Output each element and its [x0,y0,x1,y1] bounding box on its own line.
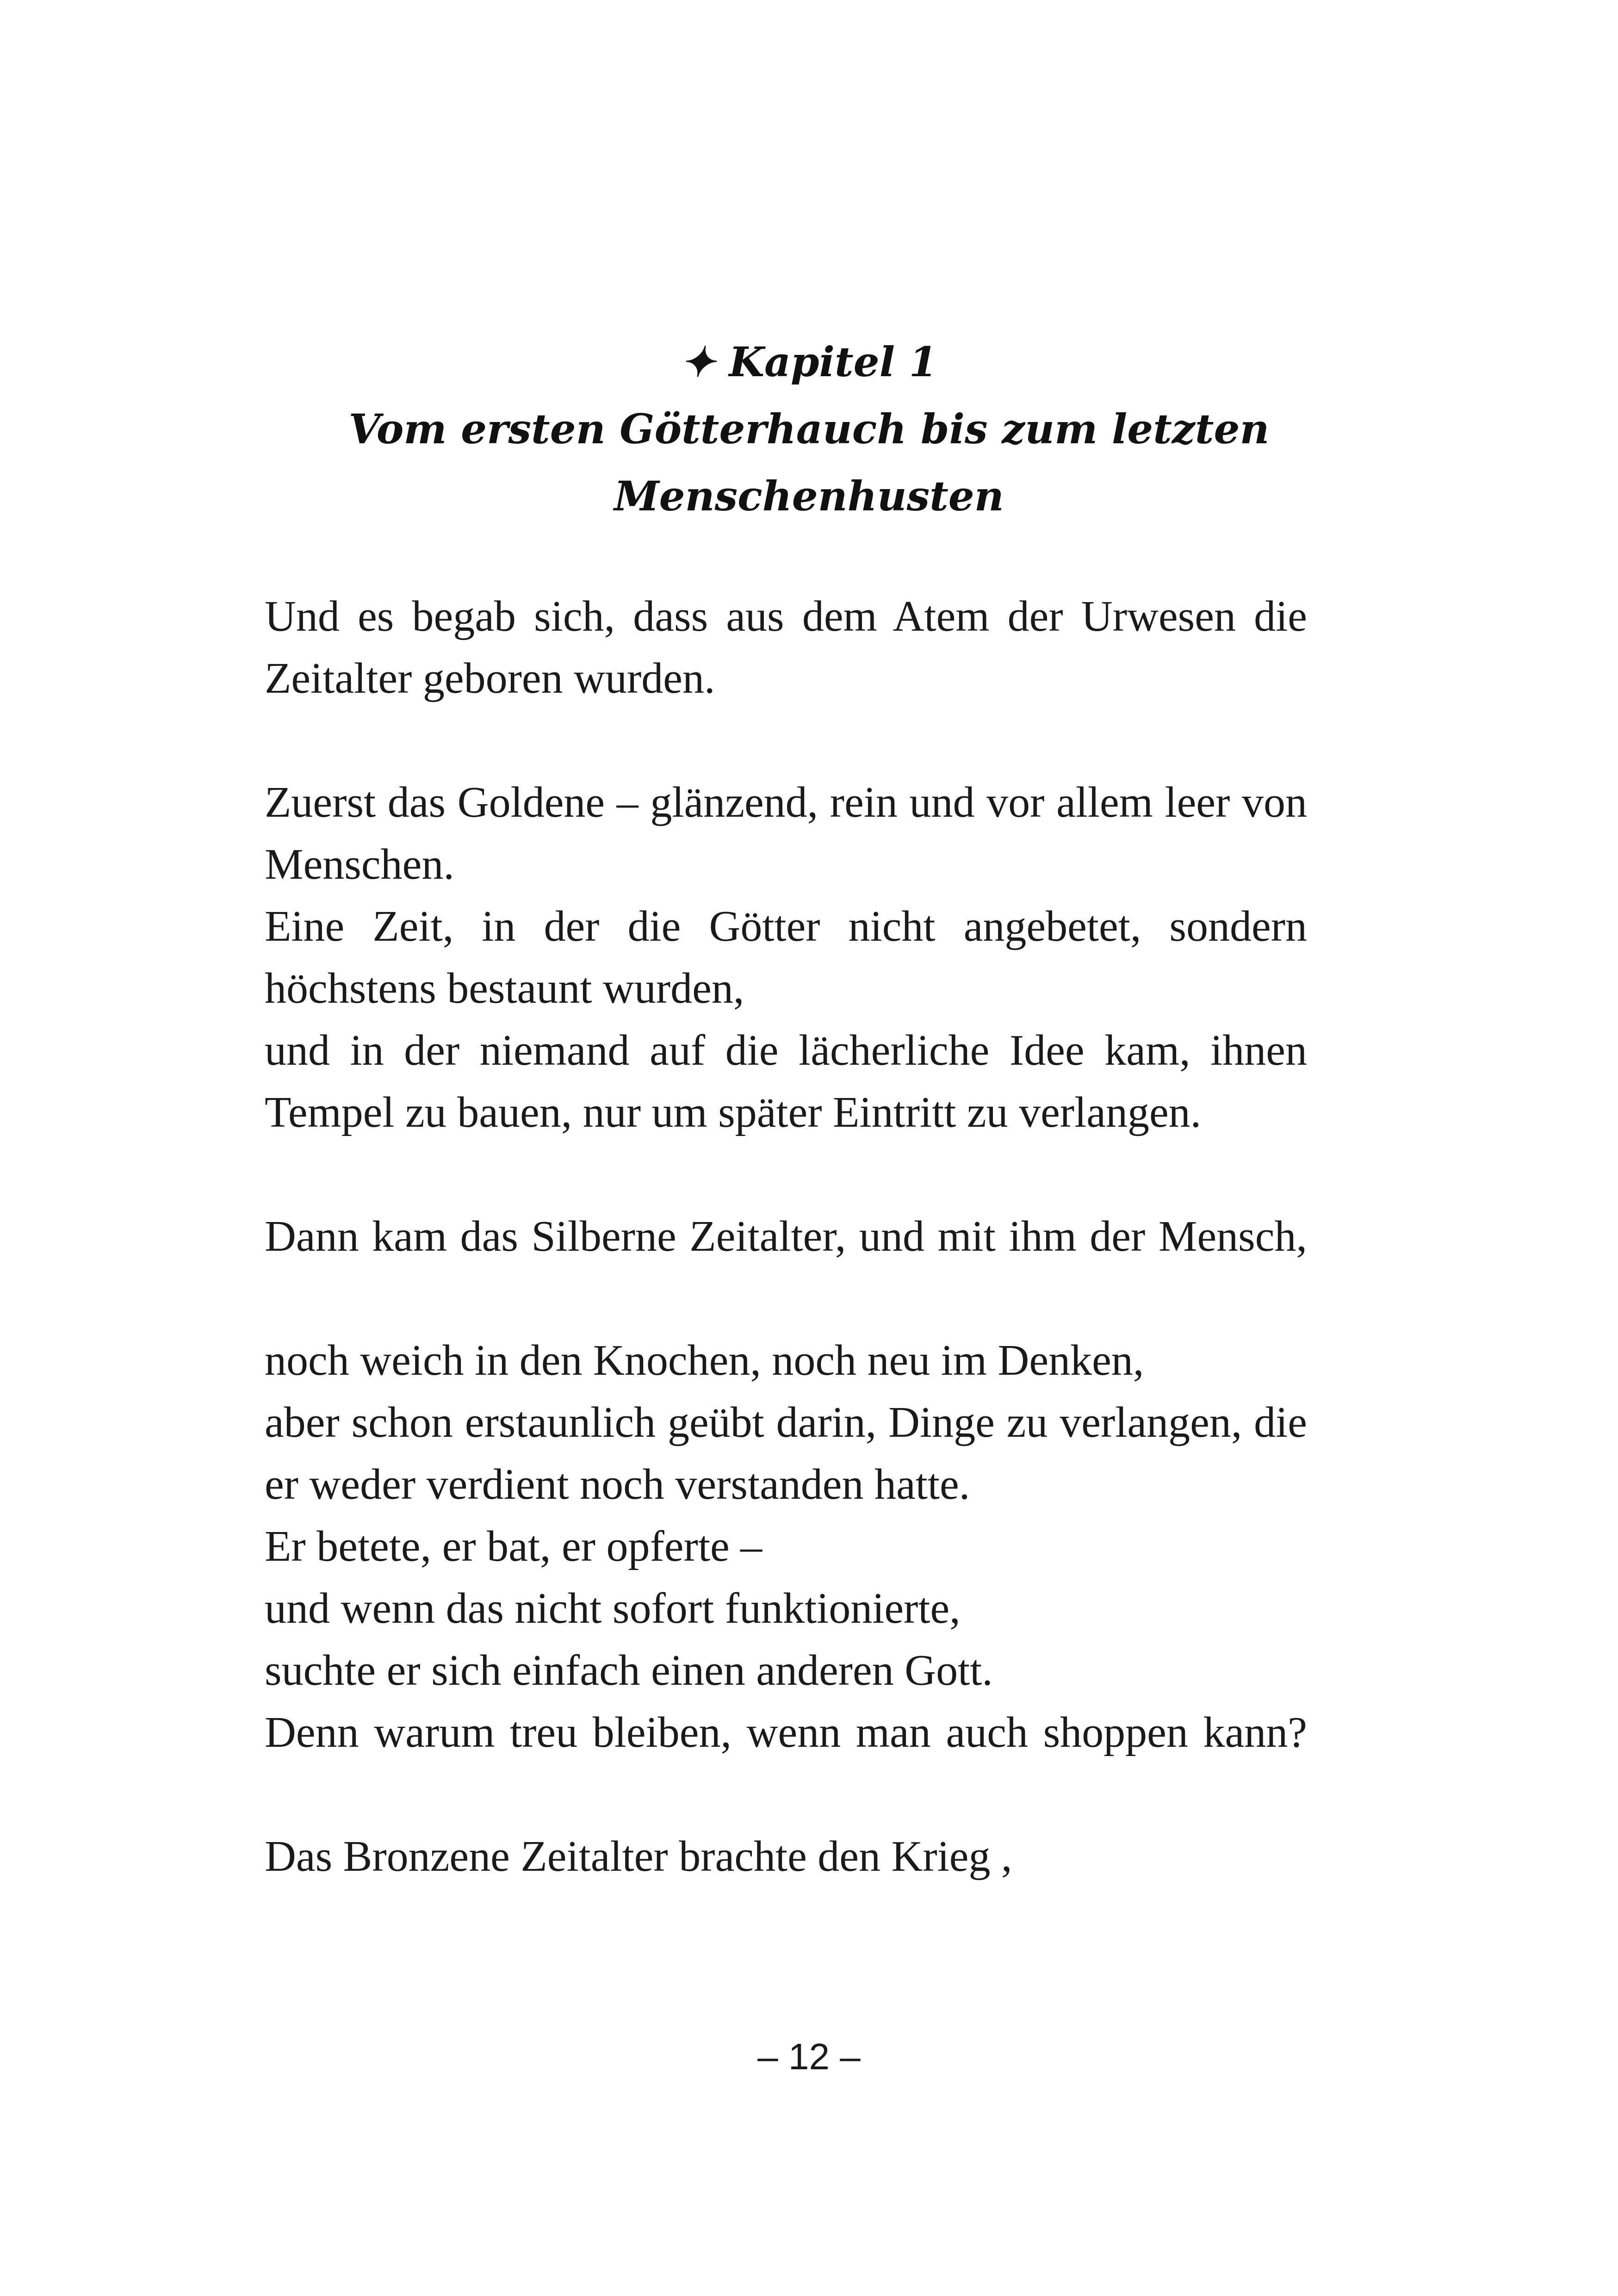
text-line: suchte er sich einfach einen anderen Gott. [265,1646,993,1694]
text-line: Tempel zu bauen, nur um später Eintritt zu verlangen. [265,1088,1202,1136]
text-line: Denn warum treu bleiben, wenn man auch shoppen kann? [265,1708,1307,1756]
chapter-label: ✦ Kapitel 1 [681,338,937,386]
text-line: und in der niemand auf die lächerliche Idee kam, ihnen [265,1026,1307,1074]
paragraph-gap [265,709,1307,771]
text-line: höchstens bestaunt wurden, [265,964,744,1012]
page-number: – 12 – [757,2036,861,2077]
text-line: Menschen. [265,840,454,888]
text-line: Das Bronzene Zeitalter brachte den Krieg , [265,1832,1012,1880]
text-line: Zeitalter geboren wurden. [265,654,715,702]
text-line: Dann kam das Silberne Zeitalter, und mit ihm der Mensch, [265,1212,1307,1260]
body-text [265,585,1307,1887]
paragraph-gap [265,1267,1307,1329]
text-line: Eine Zeit, in der die Götter nicht angebetet, sondern [265,902,1307,950]
text-line: aber schon erstaunlich geübt darin, Dinge zu verlangen, die [265,1398,1307,1446]
chapter-title-line-2: Menschenhusten [614,472,1004,520]
chapter-heading [0,329,1618,530]
paragraph-gap [265,1763,1307,1825]
text-line: Er betete, er bat, er opferte – [265,1522,763,1570]
text-line: er weder verdient noch verstanden hatte. [265,1460,970,1508]
paragraph-gap [265,1143,1307,1205]
chapter-title-line-1: Vom ersten Götterhauch bis zum letzten [348,405,1270,453]
text-line: Zuerst das Goldene – glänzend, rein und vor allem leer von [265,778,1307,826]
text-line: noch weich in den Knochen, noch neu im Denken, [265,1336,1144,1384]
text-line: und wenn das nicht sofort funktionierte, [265,1584,961,1632]
text-line: Und es begab sich, dass aus dem Atem der Urwesen die [265,592,1307,640]
